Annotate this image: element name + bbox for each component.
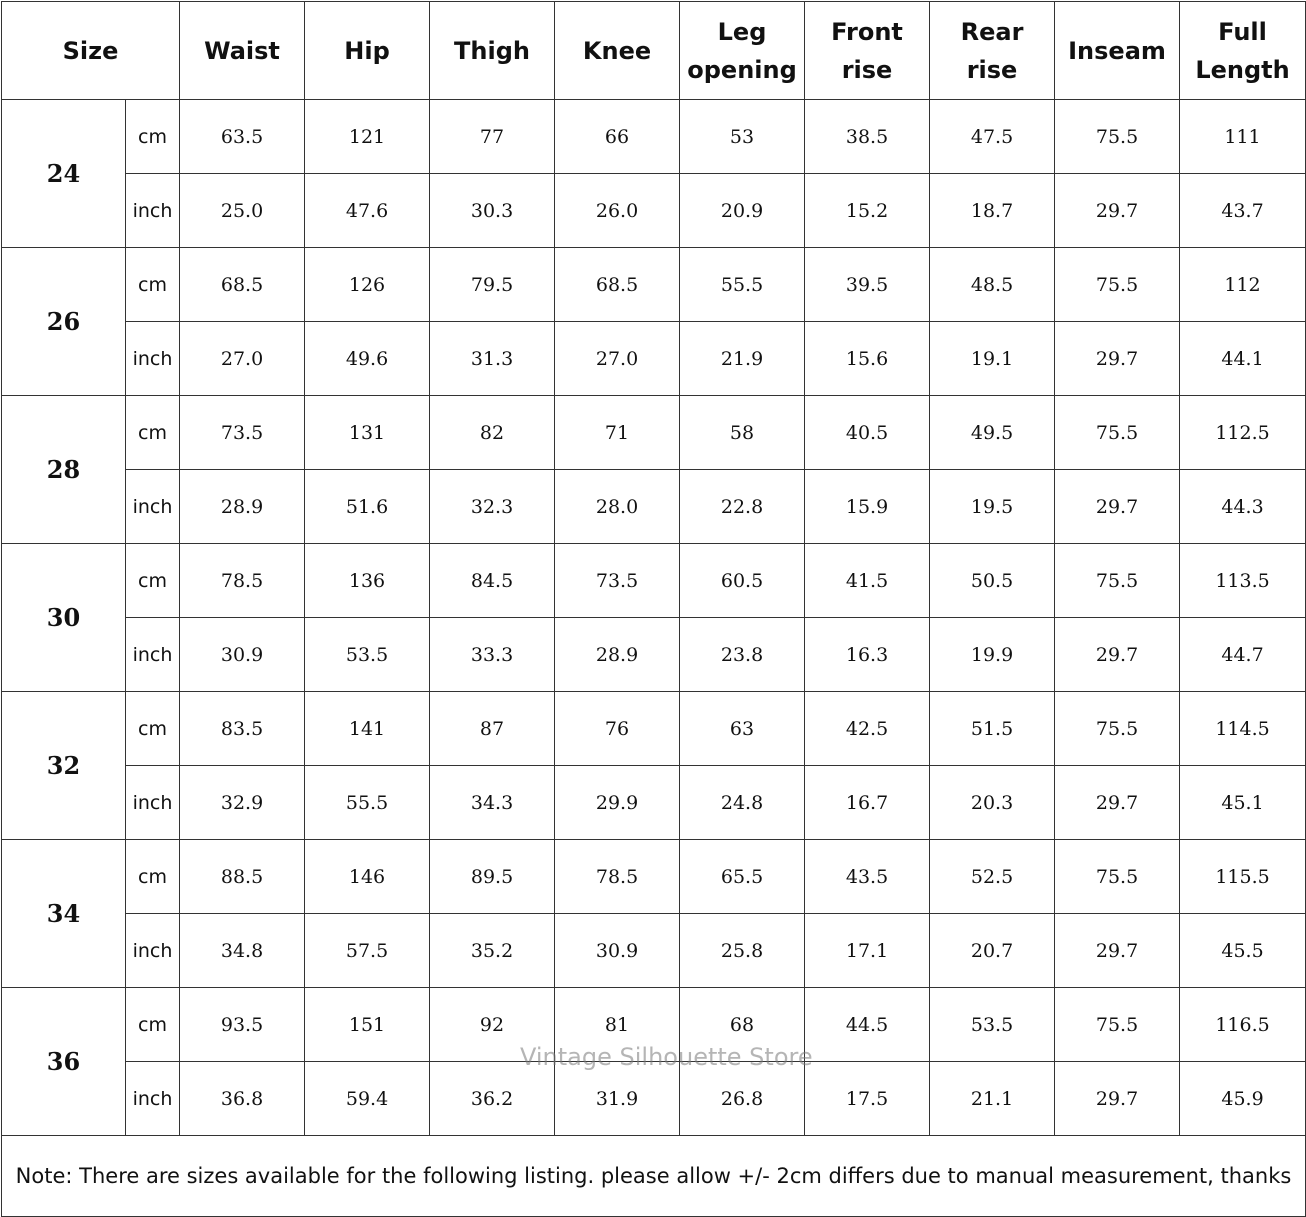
measurement-cell: 47.5 xyxy=(930,100,1055,174)
header-knee: Knee xyxy=(555,2,680,100)
measurement-cell: 32.3 xyxy=(430,470,555,544)
measurement-cell: 84.5 xyxy=(430,544,555,618)
measurement-cell: 29.7 xyxy=(1055,1062,1180,1136)
measurement-cell: 151 xyxy=(305,988,430,1062)
measurement-cell: 26.0 xyxy=(555,174,680,248)
measurement-cell: 29.7 xyxy=(1055,914,1180,988)
measurement-cell: 21.9 xyxy=(680,322,805,396)
table-row xyxy=(2,470,1306,544)
measurement-cell: 47.6 xyxy=(305,174,430,248)
measurement-cell: 60.5 xyxy=(680,544,805,618)
measurement-cell: 28.9 xyxy=(555,618,680,692)
measurement-cell: 81 xyxy=(555,988,680,1062)
measurement-cell: 21.1 xyxy=(930,1062,1055,1136)
measurement-cell: 43.5 xyxy=(805,840,930,914)
measurement-cell: 115.5 xyxy=(1180,840,1306,914)
table-row xyxy=(2,988,1306,1062)
measurement-cell: 28.9 xyxy=(180,470,305,544)
measurement-cell: 45.5 xyxy=(1180,914,1306,988)
measurement-cell: 17.1 xyxy=(805,914,930,988)
measurement-cell: 31.9 xyxy=(555,1062,680,1136)
measurement-cell: 16.7 xyxy=(805,766,930,840)
measurement-cell: 113.5 xyxy=(1180,544,1306,618)
measurement-cell: 63 xyxy=(680,692,805,766)
measurement-cell: 50.5 xyxy=(930,544,1055,618)
measurement-cell: 39.5 xyxy=(805,248,930,322)
measurement-cell: 112 xyxy=(1180,248,1306,322)
table-row xyxy=(2,914,1306,988)
unit-label: inch xyxy=(126,174,180,248)
measurement-cell: 41.5 xyxy=(805,544,930,618)
header-thigh: Thigh xyxy=(430,2,555,100)
measurement-cell: 131 xyxy=(305,396,430,470)
measurement-cell: 53 xyxy=(680,100,805,174)
measurement-cell: 24.8 xyxy=(680,766,805,840)
measurement-cell: 29.7 xyxy=(1055,470,1180,544)
measurement-cell: 40.5 xyxy=(805,396,930,470)
measurement-cell: 126 xyxy=(305,248,430,322)
measurement-cell: 52.5 xyxy=(930,840,1055,914)
size-chart xyxy=(1,1,1305,1217)
measurement-cell: 68 xyxy=(680,988,805,1062)
header-leg-opening: Leg opening xyxy=(680,2,805,100)
measurement-cell: 44.7 xyxy=(1180,618,1306,692)
measurement-cell: 26.8 xyxy=(680,1062,805,1136)
unit-label: cm xyxy=(126,248,180,322)
unit-label: inch xyxy=(126,618,180,692)
unit-label: inch xyxy=(126,914,180,988)
measurement-cell: 15.2 xyxy=(805,174,930,248)
measurement-cell: 20.3 xyxy=(930,766,1055,840)
unit-label: cm xyxy=(126,396,180,470)
size-label: 26 xyxy=(2,248,126,396)
measurement-cell: 30.3 xyxy=(430,174,555,248)
measurement-cell: 20.7 xyxy=(930,914,1055,988)
measurement-cell: 44.3 xyxy=(1180,470,1306,544)
measurement-cell: 34.8 xyxy=(180,914,305,988)
header-full-length: Full Length xyxy=(1180,2,1306,100)
measurement-cell: 111 xyxy=(1180,100,1306,174)
measurement-cell: 19.5 xyxy=(930,470,1055,544)
measurement-cell: 23.8 xyxy=(680,618,805,692)
measurement-cell: 71 xyxy=(555,396,680,470)
table-row xyxy=(2,840,1306,914)
unit-label: cm xyxy=(126,100,180,174)
measurement-cell: 15.9 xyxy=(805,470,930,544)
measurement-cell: 19.1 xyxy=(930,322,1055,396)
measurement-cell: 32.9 xyxy=(180,766,305,840)
measurement-cell: 116.5 xyxy=(1180,988,1306,1062)
size-label: 24 xyxy=(2,100,126,248)
measurement-cell: 141 xyxy=(305,692,430,766)
measurement-cell: 49.6 xyxy=(305,322,430,396)
measurement-cell: 63.5 xyxy=(180,100,305,174)
measurement-cell: 76 xyxy=(555,692,680,766)
measurement-cell: 29.9 xyxy=(555,766,680,840)
measurement-cell: 15.6 xyxy=(805,322,930,396)
measurement-cell: 22.8 xyxy=(680,470,805,544)
table-row xyxy=(2,396,1306,470)
measurement-cell: 43.7 xyxy=(1180,174,1306,248)
measurement-cell: 68.5 xyxy=(555,248,680,322)
measurement-cell: 79.5 xyxy=(430,248,555,322)
measurement-cell: 51.6 xyxy=(305,470,430,544)
measurement-cell: 87 xyxy=(430,692,555,766)
measurement-cell: 75.5 xyxy=(1055,248,1180,322)
measurement-cell: 48.5 xyxy=(930,248,1055,322)
measurement-cell: 29.7 xyxy=(1055,322,1180,396)
measurement-cell: 16.3 xyxy=(805,618,930,692)
table-row xyxy=(2,322,1306,396)
measurement-cell: 51.5 xyxy=(930,692,1055,766)
measurement-cell: 42.5 xyxy=(805,692,930,766)
note-row xyxy=(2,1136,1306,1217)
measurement-cell: 68.5 xyxy=(180,248,305,322)
measurement-cell: 93.5 xyxy=(180,988,305,1062)
measurement-cell: 58 xyxy=(680,396,805,470)
measurement-cell: 19.9 xyxy=(930,618,1055,692)
measurement-cell: 17.5 xyxy=(805,1062,930,1136)
table-row xyxy=(2,544,1306,618)
measurement-cell: 75.5 xyxy=(1055,396,1180,470)
measurement-cell: 38.5 xyxy=(805,100,930,174)
measurement-cell: 66 xyxy=(555,100,680,174)
measurement-cell: 83.5 xyxy=(180,692,305,766)
measurement-cell: 33.3 xyxy=(430,618,555,692)
unit-label: cm xyxy=(126,692,180,766)
measurement-cell: 27.0 xyxy=(555,322,680,396)
measurement-cell: 82 xyxy=(430,396,555,470)
size-table xyxy=(1,1,1306,1217)
header-row xyxy=(2,2,1306,100)
measurement-cell: 92 xyxy=(430,988,555,1062)
measurement-cell: 44.1 xyxy=(1180,322,1306,396)
unit-label: inch xyxy=(126,1062,180,1136)
measurement-cell: 146 xyxy=(305,840,430,914)
measurement-cell: 65.5 xyxy=(680,840,805,914)
table-row xyxy=(2,174,1306,248)
unit-label: inch xyxy=(126,470,180,544)
measurement-cell: 78.5 xyxy=(555,840,680,914)
measurement-cell: 55.5 xyxy=(680,248,805,322)
table-row xyxy=(2,618,1306,692)
measurement-cell: 27.0 xyxy=(180,322,305,396)
measurement-cell: 25.0 xyxy=(180,174,305,248)
unit-label: inch xyxy=(126,322,180,396)
watermark: Vintage Silhouette Store xyxy=(520,1043,813,1071)
measurement-cell: 36.2 xyxy=(430,1062,555,1136)
measurement-cell: 75.5 xyxy=(1055,100,1180,174)
measurement-cell: 55.5 xyxy=(305,766,430,840)
measurement-cell: 73.5 xyxy=(180,396,305,470)
header-rear-rise: Rear rise xyxy=(930,2,1055,100)
measurement-cell: 75.5 xyxy=(1055,692,1180,766)
table-row xyxy=(2,692,1306,766)
measurement-cell: 20.9 xyxy=(680,174,805,248)
measurement-cell: 53.5 xyxy=(930,988,1055,1062)
size-label: 34 xyxy=(2,840,126,988)
measurement-cell: 136 xyxy=(305,544,430,618)
measurement-cell: 114.5 xyxy=(1180,692,1306,766)
measurement-cell: 112.5 xyxy=(1180,396,1306,470)
measurement-cell: 75.5 xyxy=(1055,840,1180,914)
unit-label: cm xyxy=(126,840,180,914)
size-label: 36 xyxy=(2,988,126,1136)
measurement-cell: 30.9 xyxy=(180,618,305,692)
unit-label: inch xyxy=(126,766,180,840)
unit-label: cm xyxy=(126,544,180,618)
measurement-cell: 49.5 xyxy=(930,396,1055,470)
measurement-cell: 36.8 xyxy=(180,1062,305,1136)
measurement-cell: 78.5 xyxy=(180,544,305,618)
measurement-cell: 77 xyxy=(430,100,555,174)
measurement-cell: 45.9 xyxy=(1180,1062,1306,1136)
header-front-rise: Front rise xyxy=(805,2,930,100)
size-label: 28 xyxy=(2,396,126,544)
measurement-cell: 73.5 xyxy=(555,544,680,618)
table-row xyxy=(2,100,1306,174)
table-row xyxy=(2,766,1306,840)
measurement-cell: 121 xyxy=(305,100,430,174)
measurement-cell: 28.0 xyxy=(555,470,680,544)
table-row xyxy=(2,248,1306,322)
measurement-cell: 45.1 xyxy=(1180,766,1306,840)
measurement-cell: 75.5 xyxy=(1055,988,1180,1062)
size-label: 32 xyxy=(2,692,126,840)
measurement-cell: 53.5 xyxy=(305,618,430,692)
table-row xyxy=(2,1062,1306,1136)
measurement-cell: 75.5 xyxy=(1055,544,1180,618)
measurement-cell: 89.5 xyxy=(430,840,555,914)
measurement-cell: 88.5 xyxy=(180,840,305,914)
header-size: Size xyxy=(2,2,180,100)
measurement-cell: 29.7 xyxy=(1055,766,1180,840)
size-label: 30 xyxy=(2,544,126,692)
measurement-cell: 29.7 xyxy=(1055,174,1180,248)
measurement-cell: 59.4 xyxy=(305,1062,430,1136)
measurement-cell: 35.2 xyxy=(430,914,555,988)
header-waist: Waist xyxy=(180,2,305,100)
header-inseam: Inseam xyxy=(1055,2,1180,100)
measurement-cell: 57.5 xyxy=(305,914,430,988)
measurement-cell: 25.8 xyxy=(680,914,805,988)
measurement-cell: 31.3 xyxy=(430,322,555,396)
header-hip: Hip xyxy=(305,2,430,100)
unit-label: cm xyxy=(126,988,180,1062)
measurement-cell: 29.7 xyxy=(1055,618,1180,692)
measurement-cell: 44.5 xyxy=(805,988,930,1062)
measurement-cell: 18.7 xyxy=(930,174,1055,248)
measurement-cell: 30.9 xyxy=(555,914,680,988)
measurement-cell: 34.3 xyxy=(430,766,555,840)
note-text: Note: There are sizes available for the following listing. please allow +/- 2cm differs due to manual measurement, thanks xyxy=(2,1136,1306,1217)
